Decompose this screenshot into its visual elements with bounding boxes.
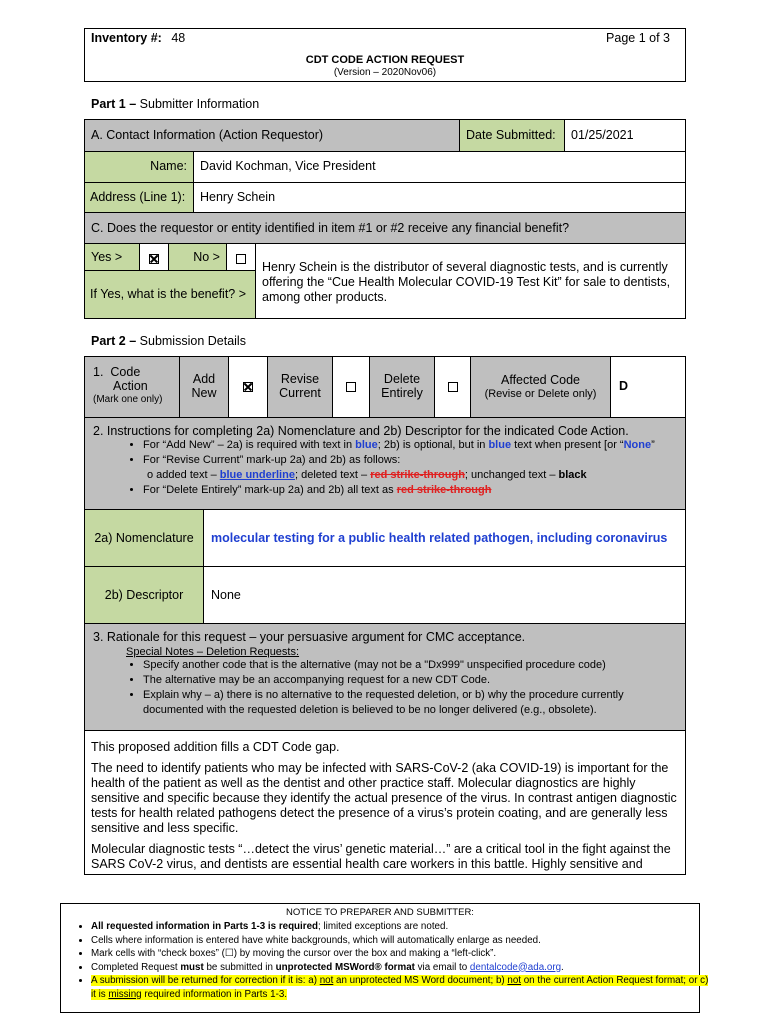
benefit-text-cell[interactable] [255,243,686,319]
instr-b1-c: text when present [or “ [511,439,624,451]
name-value-cell[interactable] [193,151,686,183]
notice-i5-not: not [319,975,334,986]
nomenclature-value: molecular testing for a public health related pathogen, including coronavirus [211,531,668,545]
notice-i5-c: on the current Action Request format; or c) it is [91,975,709,1000]
rationale-title: 3. Rationale for this request – your persuasive argument for CMC acceptance. [93,630,526,644]
code-action-line1 [89,365,175,379]
date-value: 01/25/2021 [571,128,634,142]
instructions-title: 2. Instructions for completing 2a) Nomenclature and 2b) Descriptor for the indicated Code Action. [93,424,629,438]
code-action-label2: Action [113,379,148,393]
revise-cell [267,356,333,418]
inventory-value: 48 [171,31,186,45]
contact-label: A. Contact Information (Action Requestor) [91,128,324,142]
instruction-add-new [143,438,679,453]
instr-sub-red: red strike-through [370,469,465,481]
rationale-header-cell [84,623,686,731]
part1-heading-rest: Submitter Information [139,97,260,111]
address-label: Address (Line 1): [90,190,186,204]
add-new-line2: New [191,386,217,400]
notice-item-4 [91,961,711,975]
instr-b1-b: ; 2b) is optional, but in [377,439,489,451]
rationale-body-cell[interactable] [84,730,686,875]
name-label-cell [84,151,194,183]
instruction-delete [143,483,679,498]
yes-label-cell [84,243,140,271]
instructions-cell [84,417,686,510]
benefit-text: Henry Schein is the distributor of several diagnostic tests, and is currently offering the “Cue Health Molecular COVID-19 Test Kit” for sale to dentists, among other products. [262,260,671,304]
page-number: Page 1 of 3 [606,31,670,45]
delete-line2: Entirely [381,386,423,400]
notice-item-2: • Cells where information is entered have white backgrounds, which will automatically enlarge as needed. [91,934,711,948]
notice-i4-must: must [180,961,204,973]
form-title: CDT CODE ACTION REQUEST [305,54,465,66]
instr-b1-a: For “Add New” – 2a) is required with text in [143,439,356,451]
instruction-revise-sub [143,468,679,483]
descriptor-value: None [211,588,241,602]
notice-i5-missing: missing [108,988,142,1000]
date-label: Date Submitted: [466,128,556,142]
no-label-cell [168,243,227,271]
add-new-cell [179,356,229,418]
code-action-sub: (Mark one only) [93,394,163,405]
benefit-label-cell [84,270,256,319]
code-action-label1: Code [110,365,141,379]
affected-code-cell [470,356,611,418]
delete-line1: Delete [383,372,421,386]
part2-heading-bold: Part 2 – [91,334,137,348]
no-checkbox-cell[interactable] [226,243,256,271]
date-label-cell [459,119,565,152]
instr-b3-a: For “Delete Entirely” mark-up 2a) and 2b) all text as [143,484,397,496]
address-value: Henry Schein [200,190,276,204]
delete-checkbox-cell[interactable] [434,356,471,418]
rationale-paragraph-1: This proposed addition fills a CDT Code gap. [91,740,340,754]
notice-i4-a: Completed Request [91,961,181,973]
nomenclature-label: 2a) Nomenclature [94,531,194,545]
instr-sub-black: black [558,469,587,481]
address-label-cell [84,182,194,213]
affected-code-value: D [619,379,629,393]
descriptor-value-cell[interactable] [203,566,686,624]
part1-heading [91,97,259,111]
financial-question-cell [84,212,686,244]
instr-b2: For “Revise Current” mark-up 2a) and 2b) as follows: [143,454,401,466]
yes-checkbox-cell[interactable] [139,243,169,271]
descriptor-label: 2b) Descriptor [104,588,184,602]
notice-i1-bold: All requested information in Parts 1-3 is required [91,921,319,932]
financial-question: C. Does the requestor or entity identified in item #1 or #2 receive any financial benefit? [91,221,570,235]
code-action-num: 1. [93,365,104,379]
revise-line1: Revise [280,372,320,386]
inventory-label: Inventory #: [91,31,162,45]
affected-code-value-cell[interactable] [610,356,686,418]
special-note-1: • Specify another code that is the alternative (may not be a "Dx999" unspecified procedure code) [143,658,679,673]
benefit-label: If Yes, what is the benefit? > [90,287,247,301]
part2-heading-rest: Submission Details [139,334,246,348]
instr-sub-b: ; deleted text – [294,469,371,481]
no-checkbox[interactable] [236,254,246,264]
revise-checkbox-cell[interactable] [332,356,370,418]
special-notes-heading: Special Notes – Deletion Requests: [126,646,300,658]
add-new-line1: Add [192,372,216,386]
notice-i4-d: . [561,961,564,973]
yes-checkbox[interactable] [149,254,159,264]
delete-checkbox[interactable] [448,382,458,392]
notice-i5-b: an unprotected MS Word document; b) [333,975,508,986]
notice-i4-b: be submitted in [203,961,276,973]
instr-sub-a: o added text – [147,469,220,481]
revise-checkbox[interactable] [346,382,356,392]
contact-label-cell [84,119,460,152]
notice-title: NOTICE TO PREPARER AND SUBMITTER: [286,907,474,918]
date-value-cell[interactable] [564,119,686,152]
instr-sub-blue: blue underline [219,469,295,481]
yes-label: Yes > [91,250,123,264]
notice-i5-not2: not [507,975,522,986]
notice-i1-rest: ; limited exceptions are noted. [318,921,449,932]
notice-i5-a: A submission will be returned for correction if it is: a) [91,975,320,986]
instruction-revise [143,453,679,468]
nomenclature-label-cell [84,509,204,567]
add-new-checkbox[interactable] [243,382,253,392]
nomenclature-value-cell[interactable] [203,509,686,567]
name-label: Name: [150,159,187,173]
notice-item-1 [91,920,711,934]
instr-b1-none: None [623,439,652,451]
code-action-cell [84,356,180,418]
instr-b1-d: ” [651,439,655,451]
form-version: (Version – 2020Nov06) [333,67,437,78]
no-label: No > [193,250,220,264]
notice-list [60,920,711,1001]
instr-b1-blue2: blue [488,439,512,451]
email-link[interactable]: dentalcode@ada.org [469,961,562,973]
notice-i5-d: required information in Parts 1-3. [141,988,288,1000]
address-value-cell[interactable] [193,182,686,213]
part1-heading-bold: Part 1 – [91,97,137,111]
special-note-3: • Explain why – a) there is no alternative to the requested deletion, or b) why the procedure currently documented with the requested deletion is believed to be no longer delivered (e.g., obsolete). [143,688,679,718]
inventory-line [91,31,185,45]
notice-item-3: • Mark cells with “check boxes” (☐) by moving the cursor over the box and making a “left-click”. [91,947,711,961]
revise-line2: Current [279,386,321,400]
descriptor-label-cell [84,566,204,624]
delete-cell [369,356,435,418]
affected-code-label: Affected Code [501,373,580,387]
affected-code-sub: (Revise or Delete only) [484,388,597,400]
add-new-checkbox-cell[interactable] [228,356,268,418]
name-value: David Kochman, Vice President [200,159,376,173]
notice-item-5 [91,974,711,1001]
instr-b3-red: red strike-through [396,484,492,496]
notice-i4-bold: unprotected MSWord® format [275,961,415,973]
part2-heading [91,334,246,348]
instr-sub-c: ; unchanged text – [464,469,559,481]
instr-b1-blue: blue [355,439,378,451]
notice-i4-c: via email to [414,961,470,973]
special-note-2: • The alternative may be an accompanying request for a new CDT Code. [143,673,679,688]
instructions-list [91,438,679,498]
rationale-paragraph-2: The need to identify patients who may be infected with SARS-CoV-2 (aka COVID-19) is important for the health of the patient as well as the dentist and other practice staff. Molecular diagnostics are highly sensitive and specific because they identify the actual presence of the virus. In contrast antigen diagnostic tests for health related pathogens detect the presence of a virus’s protein coating, and are generally less sensitive and less specific. [91,761,677,835]
rationale-paragraph-3: Molecular diagnostic tests “…detect the virus’ genetic material…” are a critical tool in the fight against the SARS CoV-2 virus, and dentists are essential health care workers in this battle. Highly sensitive and [91,842,671,871]
special-notes-list [91,658,679,718]
